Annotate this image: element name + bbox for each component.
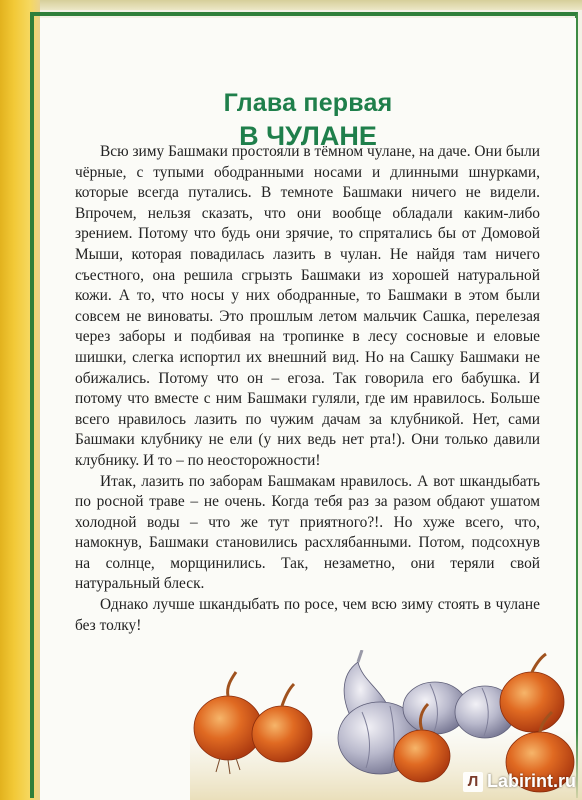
onion xyxy=(500,654,564,732)
scan-edge xyxy=(0,0,582,10)
paragraph: Однако лучше шкандыбать по росе, чем всю зиму стоять в чулане без толку! xyxy=(75,596,540,634)
labirint-watermark xyxy=(463,771,576,792)
paragraph: Всю зиму Башмаки простояли в тёмном чулане, на даче. Они были чёрные, с тупыми ободранными носами и длинными шнурками, которые всегда путались. В темноте Башмаки ничего не видели. Впрочем, нельзя сказать, что они вообще обладали каким-либо зрением. Потому что будь они зрячие, то спрятались бы от Домовой Мыши, которая повадилась лазить в чулан. Не найдя там ничего съестного, она решила сгрызть Башмаки из хорошей натуральной кожи. А то, что носы у них ободранные, то Башмаки в этом были совсем не виноваты. Это прошлым летом мальчик Сашка, перелезая через заборы и подбивая на тропинке в лесу сосновые и еловые шишки, слегка испортил их внешний вид. Но на Сашку Башмаки не обижались. Потому что он – егоза. Так говорила его бабушка. И потому что вместе с ним Башмаки гуляли, где им нравилось. Больше всего нравилось лазить по чужим дачам за клубникой. Нет, сами Башмаки клубнику не ели (у них ведь нет рта!). Они только давили клубнику. И то – по неосторожности! xyxy=(75,143,540,469)
paragraph: Итак, лазить по заборам Башмакам нравилось. А вот шкандыбать по росной траве – не очень. Когда тебя раз за разом обдают ушатом холодной воды – что же тут приятного?!. Но хуже всего, что, намокнув, Башмаки становились расхлябанными. Потом, подсохнув на солнце, морщинились. Так, незаметно, они теряли свой натуральный блеск. xyxy=(75,472,540,593)
chapter-text xyxy=(75,142,540,636)
watermark-text: Labirint.ru xyxy=(487,771,576,791)
onion xyxy=(252,684,312,762)
chapter-heading: Глава первая xyxy=(223,89,393,117)
labirint-logo-icon: Л xyxy=(463,772,483,792)
chapter-title: В ЧУЛАНЕ xyxy=(239,121,377,151)
